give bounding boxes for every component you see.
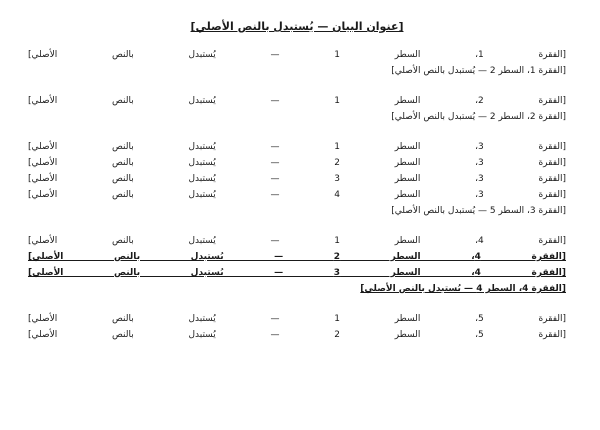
paragraph-line: [الفقرة 2، السطر 2 — يُستبدل بالنص الأصلي] [391, 112, 566, 122]
paragraph-3 [28, 139, 566, 219]
paragraph-line: [الفقرة 4، السطر 1 — يُستبدل بالنص الأصلي] [28, 236, 566, 246]
paragraph-1 [28, 47, 566, 79]
emphasized-line: [الفقرة 4، السطر 3 — يُستبدل بالنص الأصلي] [28, 268, 566, 278]
paragraph-4 [28, 233, 566, 297]
paragraph-line: [الفقرة 3، السطر 1 — يُستبدل بالنص الأصلي] [28, 142, 566, 152]
paragraph-line: [الفقرة 5، السطر 2 — يُستبدل بالنص الأصلي] [28, 330, 566, 340]
paragraph-line: [الفقرة 1، السطر 2 — يُستبدل بالنص الأصلي] [391, 66, 566, 76]
paragraph-line: [الفقرة 3، السطر 2 — يُستبدل بالنص الأصلي] [28, 158, 566, 168]
paragraph-line: [الفقرة 1، السطر 1 — يُستبدل بالنص الأصلي] [28, 50, 566, 60]
statement-title: [عنوان البيان — يُستبدل بالنص الأصلي] [190, 20, 404, 33]
paragraph-line: [الفقرة 3، السطر 5 — يُستبدل بالنص الأصلي] [391, 206, 566, 216]
paragraph-line: [الفقرة 3، السطر 3 — يُستبدل بالنص الأصلي] [28, 174, 566, 184]
emphasized-line: [الفقرة 4، السطر 4 — يُستبدل بالنص الأصلي] [360, 284, 566, 294]
paragraph-line: [الفقرة 3، السطر 4 — يُستبدل بالنص الأصلي] [28, 190, 566, 200]
paragraph-5 [28, 311, 566, 343]
paragraph-2 [28, 93, 566, 125]
paragraph-line: [الفقرة 5، السطر 1 — يُستبدل بالنص الأصلي] [28, 314, 566, 324]
paragraph-line: [الفقرة 2، السطر 1 — يُستبدل بالنص الأصلي] [28, 96, 566, 106]
emphasized-line: [الفقرة 4، السطر 2 — يُستبدل بالنص الأصلي] [28, 252, 566, 262]
